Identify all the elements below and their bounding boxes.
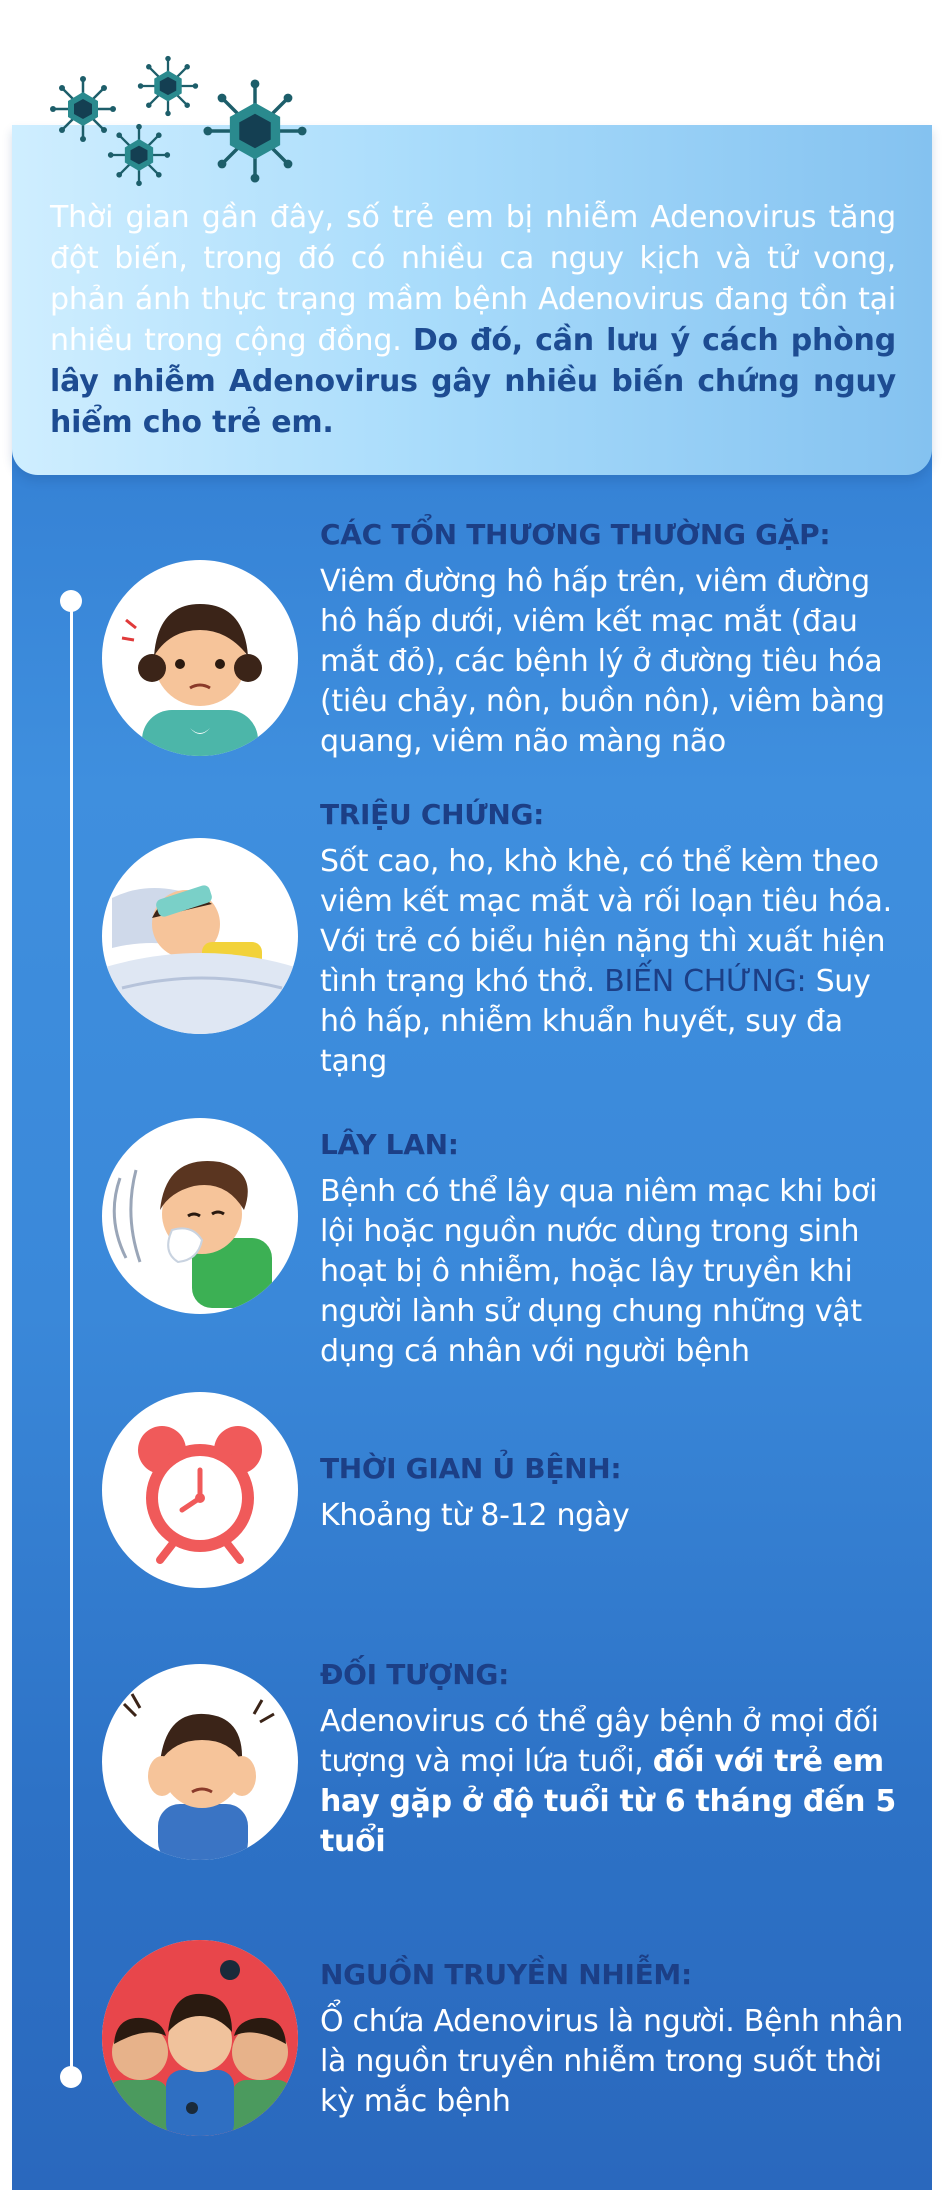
section-title: LÂY LAN: [320, 1128, 459, 1161]
section-symptoms [320, 796, 910, 1082]
section-incubation [320, 1450, 910, 1536]
section-body-tail: Suy hô hấp, nhiễm khuẩn huyết, suy đa tạng [320, 964, 871, 1079]
sick-girl-icon [102, 560, 298, 756]
illustration-circle [102, 1392, 298, 1588]
section-body: Ổ chứa Adenovirus là người. Bệnh nhân là nguồn truyền nhiễm trong suốt thời kỳ mắc bệnh [320, 2004, 904, 2119]
section-body-main: Sốt cao, ho, khò khè, có thể kèm theo viêm kết mạc mắt và rối loạn tiêu hóa. Với trẻ có biểu hiện nặng thì xuất hiện tình trạng khó thở. [320, 844, 892, 999]
section-title: NGUỒN TRUYỀN NHIỄM: [320, 1958, 692, 1991]
section-transmission [320, 1126, 910, 1372]
section-body-main: Adenovirus có thể gây bệnh ở mọi đối tượng và mọi lứa tuổi, [320, 1704, 879, 1779]
illustration-circle [102, 560, 298, 756]
feverish-child-in-bed-icon [102, 838, 298, 1034]
sneezing-child-icon [102, 1118, 298, 1314]
virus-icon [106, 122, 172, 188]
complication-label: BIẾN CHỨNG: [604, 964, 807, 999]
virus-icon [136, 54, 200, 118]
illustration-circle [102, 1118, 298, 1314]
section-title: ĐỐI TƯỢNG: [320, 1658, 509, 1691]
section-common-lesions [320, 516, 910, 762]
section-infection-source [320, 1956, 910, 2122]
section-title: TRIỆU CHỨNG: [320, 798, 545, 831]
intro-text [50, 197, 896, 443]
section-body: Bệnh có thể lây qua niêm mạc khi bơi lội hoặc nguồn nước dùng trong sinh hoạt bị ô nhiễm, hoặc lây truyền khi người lành sử dụng chung những vật dụng cá nhân với người bệnh [320, 1174, 878, 1369]
people-virus-icon [102, 1940, 298, 2136]
section-title: CÁC TỔN THƯƠNG THƯỜNG GẶP: [320, 518, 831, 551]
illustration-circle [102, 1940, 298, 2136]
virus-icon [200, 76, 310, 186]
section-body: Viêm đường hô hấp trên, viêm đường hô hấp dưới, viêm kết mạc mắt (đau mắt đỏ), các bệnh lý ở đường tiêu hóa (tiêu chảy, nôn, buồn nôn), viêm bàng quang, viêm não màng não [320, 564, 885, 759]
section-target-group [320, 1656, 910, 1862]
child-headache-icon [102, 1664, 298, 1860]
section-body [320, 842, 910, 1082]
section-body [320, 1702, 910, 1862]
alarm-clock-icon [102, 1392, 298, 1588]
section-body: Khoảng từ 8-12 ngày [320, 1498, 630, 1533]
section-title: THỜI GIAN Ủ BỆNH: [320, 1452, 622, 1485]
illustration-circle [102, 838, 298, 1034]
section-body-bold: đối với trẻ em hay gặp ở độ tuổi từ 6 tháng đến 5 tuổi [320, 1744, 896, 1859]
illustration-circle [102, 1664, 298, 1860]
timeline-start-dot [60, 590, 82, 612]
intro-text-plain: Thời gian gần đây, số trẻ em bị nhiễm Adenovirus tăng đột biến, trong đó có nhiều ca nguy kịch và tử vong, phản ánh thực trạng mầm bệnh Adenovirus đang tồn tại nhiều trong cộng đồng. [50, 200, 896, 358]
timeline-end-dot [60, 2066, 82, 2088]
timeline-line [70, 600, 73, 2078]
intro-text-emphasis: Do đó, cần lưu ý cách phòng lây nhiễm Adenovirus gây nhiều biến chứng nguy hiểm cho trẻ em. [50, 323, 896, 440]
